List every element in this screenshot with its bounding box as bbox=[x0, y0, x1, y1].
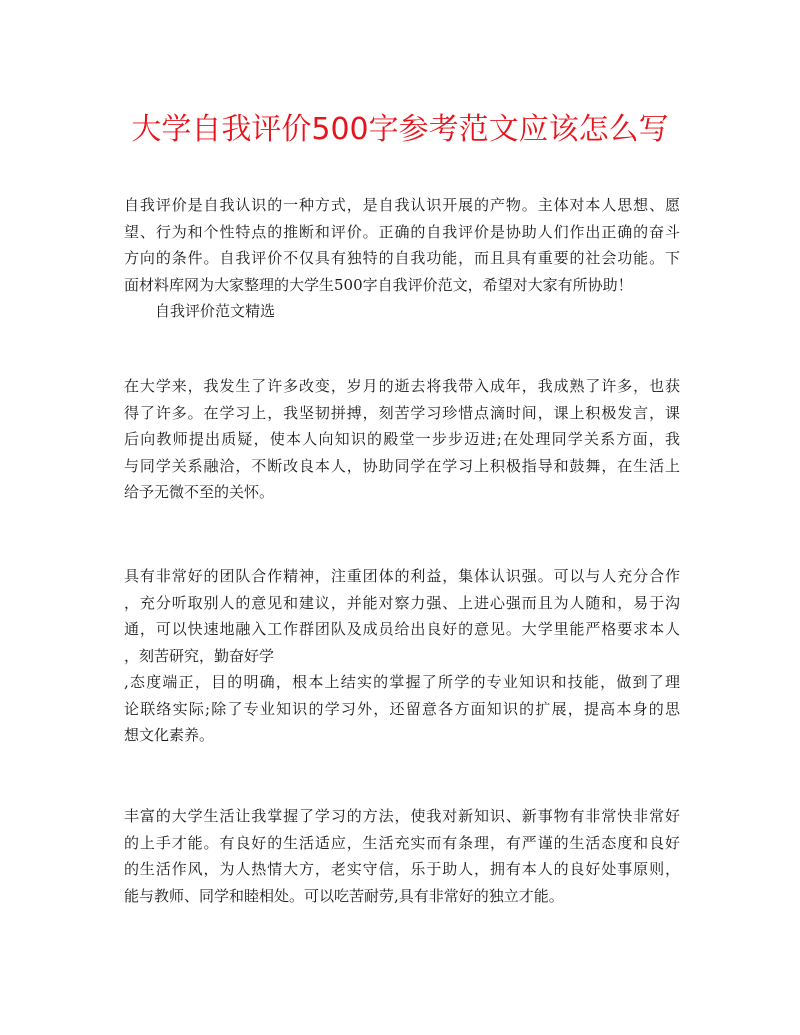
paragraph-3-line: 丰富的大学生活让我掌握了学习的方法，使我对新知识、新事物有非常快非常好 bbox=[124, 807, 680, 825]
paragraph-3-line: 能与教师、同学和睦相处。可以吃苦耐劳,具有非常好的独立才能。 bbox=[124, 886, 564, 905]
intro-text bbox=[124, 192, 680, 298]
paragraph-1 bbox=[124, 373, 680, 506]
paragraph-3-line: 的上手才能。有良好的生活适应，生活充实而有条理，有严谨的生活态度和良好 bbox=[124, 833, 680, 852]
paragraph-2-line: 论联络实际;除了专业知识的学习外，还留意各方面知识的扩展，提高本身的思 bbox=[124, 699, 680, 718]
intro-line: 方向的条件。自我评价不仅具有独特的自我功能，而且具有重要的社会功能。下 bbox=[124, 249, 680, 267]
intro-line: 自我评价是自我认识的一种方式，是自我认识开展的产物。主体对本人思想、愿 bbox=[124, 196, 680, 214]
paragraph-2-line: ，刻苦研究，勤奋好学 bbox=[124, 646, 275, 665]
paragraph-1-line: 给予无微不至的关怀。 bbox=[124, 483, 275, 501]
paragraph-1-line: 得了许多。在学习上，我坚韧拼搏，刻苦学习珍惜点滴时间，课上积极发言，课 bbox=[124, 403, 680, 422]
section-subheading: 自我评价范文精选 bbox=[155, 302, 276, 320]
paragraph-2-line: 通，可以快速地融入工作群团队及成员给出良好的意见。大学里能严格要求本人 bbox=[124, 620, 680, 638]
paragraph-1-line: 后向教师提出质疑，使本人向知识的殿堂一步步迈进;在处理同学关系方面，我 bbox=[124, 430, 680, 448]
paragraph-2-line: 想文化素养。 bbox=[124, 726, 215, 744]
intro-line: 面材料库网为大家整理的大学生500字自我评价范文，希望对大家有所协助！ bbox=[124, 275, 633, 294]
paragraph-2-line: ,态度端正，目的明确，根本上结实的掌握了所学的专业知识和技能，做到了理 bbox=[124, 673, 680, 691]
paragraph-3 bbox=[124, 803, 680, 909]
paragraph-1-line: 在大学来，我发生了许多改变，岁月的逝去将我带入成年，我成熟了许多，也获 bbox=[124, 377, 680, 395]
paragraph-2-text bbox=[124, 563, 680, 749]
paragraph-3-line: 的生活作风，为人热情大方，老实守信，乐于助人，拥有本人的良好处事原则， bbox=[124, 860, 680, 878]
paragraph-1-text bbox=[124, 373, 680, 506]
paragraph-2 bbox=[124, 563, 680, 749]
paragraph-2-line: 具有非常好的团队合作精神，注重团体的利益，集体认识强。可以与人充分合作 bbox=[124, 567, 680, 585]
paragraph-2-line: ，充分听取别人的意见和建议，并能对察力强、上进心强而且为人随和，易于沟 bbox=[124, 593, 680, 612]
paragraph-1-line: 与同学关系融洽，不断改良本人，协助同学在学习上积极指导和鼓舞，在生活上 bbox=[124, 456, 680, 475]
intro-paragraph bbox=[124, 192, 680, 325]
paragraph-3-text bbox=[124, 803, 680, 909]
document-title: 大学自我评价500字参考范文应该怎么写 bbox=[131, 112, 669, 147]
intro-line: 望、行为和个性特点的推断和评价。正确的自我评价是协助人们作出正确的奋斗 bbox=[124, 222, 680, 241]
